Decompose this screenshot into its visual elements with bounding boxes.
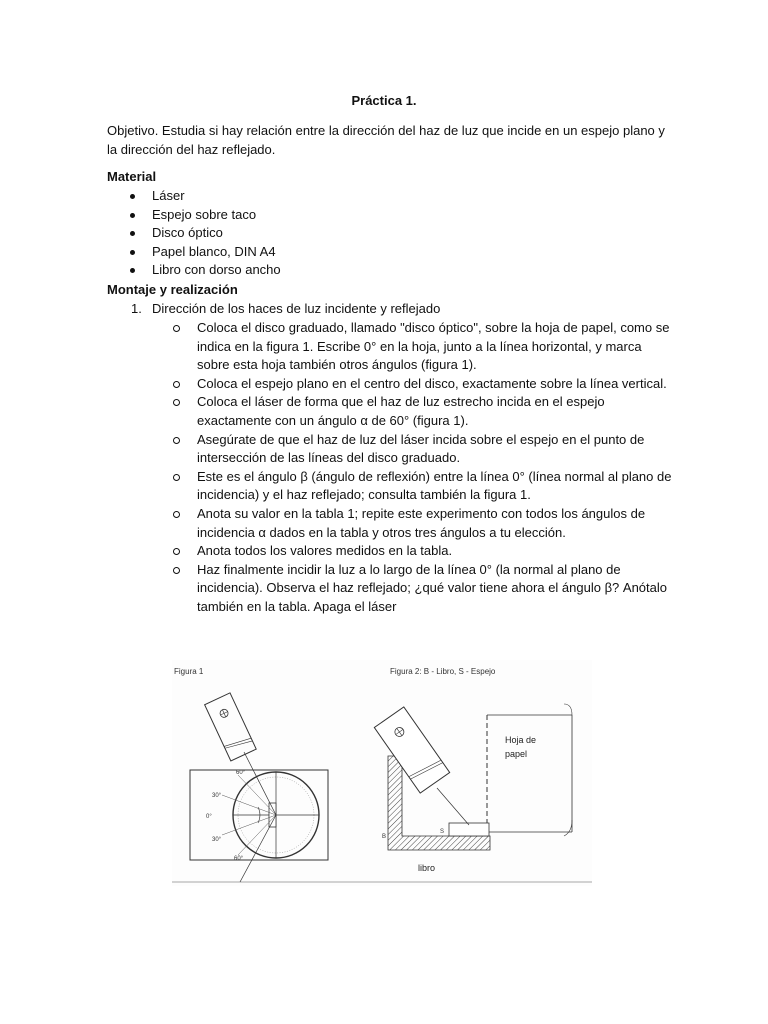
list-item: Asegúrate de que el haz de luz del láser incida sobre el espejo en el punto de intersección de las líneas del disco graduado. xyxy=(173,431,673,468)
list-item: Este es el ángulo β (ángulo de reflexión) entre la línea 0° (línea normal al plano de incidencia) y el haz reflejado; consulta también la figura 1. xyxy=(173,468,673,505)
bullet-icon xyxy=(130,231,135,236)
list-item: Disco óptico xyxy=(127,224,281,243)
circle-bullet-icon xyxy=(173,325,180,332)
figure-2-label: Figura 2: B - Libro, S - Espejo xyxy=(390,667,496,676)
circle-bullet-icon xyxy=(173,567,180,574)
angle-label: 30° xyxy=(212,837,222,843)
list-item: Anota su valor en la tabla 1; repite este experimento con todos los ángulos de incidencia α dados en la tabla y otros tres ángulos a tu elección. xyxy=(173,505,673,542)
list-item: Coloca el disco graduado, llamado "disco óptico", sobre la hoja de papel, como se indica en la figura 1. Escribe 0° en la hoja, junto a la línea horizontal, y marca sobre esta hoja también otros ángulos (figura 1). xyxy=(173,319,673,375)
list-item: Anota todos los valores medidos en la tabla. xyxy=(173,542,673,561)
circle-bullet-icon xyxy=(173,399,180,406)
figure-1-label: Figura 1 xyxy=(174,667,204,676)
angle-label: 60° xyxy=(236,770,246,776)
circle-bullet-icon xyxy=(173,548,180,555)
list-item: Coloca el láser de forma que el haz de luz estrecho incida en el espejo exactamente con un ángulo α de 60° (figura 1). xyxy=(173,393,673,430)
laser-icon xyxy=(205,693,257,761)
angle-label: 0° xyxy=(206,814,212,820)
bullet-icon xyxy=(130,268,135,273)
circle-bullet-icon xyxy=(173,381,180,388)
material-list xyxy=(127,187,281,280)
montaje-heading: Montaje y realización xyxy=(107,282,238,297)
list-item: Láser xyxy=(127,187,281,206)
bullet-icon xyxy=(130,213,135,218)
paper-label: papel xyxy=(505,749,528,759)
figure-drawing xyxy=(172,660,592,886)
list-item: Papel blanco, DIN A4 xyxy=(127,243,281,262)
experiment-figure xyxy=(172,660,592,886)
material-heading: Material xyxy=(107,169,157,184)
b-mark: B xyxy=(382,834,387,840)
angle-label: 60° xyxy=(234,856,244,862)
s-mark: S xyxy=(440,829,445,835)
list-item: Libro con dorso ancho xyxy=(127,261,281,280)
angle-label: 30° xyxy=(212,793,222,799)
laser-icon xyxy=(374,707,449,793)
figure-2-drawing xyxy=(374,704,572,873)
mirror-icon xyxy=(269,803,276,827)
objective-paragraph: Objetivo. Estudia si hay relación entre la dirección del haz de luz que incide en un espejo plano y la dirección del haz reflejado. xyxy=(107,123,665,157)
figure-1-drawing xyxy=(190,693,328,882)
list-item: Coloca el espejo plano en el centro del disco, exactamente sobre la línea vertical. xyxy=(173,375,673,394)
circle-bullet-icon xyxy=(173,511,180,518)
step-title: Dirección de los haces de luz incidente y reflejado xyxy=(152,301,441,316)
step-number: 1. xyxy=(131,301,142,316)
substep-list xyxy=(173,319,673,617)
paper-label: Hoja de xyxy=(505,735,537,745)
bullet-icon xyxy=(130,194,135,199)
page-title: Práctica 1. xyxy=(351,93,417,108)
circle-bullet-icon xyxy=(173,437,180,444)
bullet-icon xyxy=(130,250,135,255)
list-item: Haz finalmente incidir la luz a lo largo de la línea 0° (la normal al plano de incidencia). Observa el haz reflejado; ¿qué valor tiene ahora el ángulo β? Anótalo también en la tabla. Apaga el láser xyxy=(173,561,673,617)
circle-bullet-icon xyxy=(173,474,180,481)
list-item: Espejo sobre taco xyxy=(127,206,281,225)
book-label: libro xyxy=(418,863,436,873)
